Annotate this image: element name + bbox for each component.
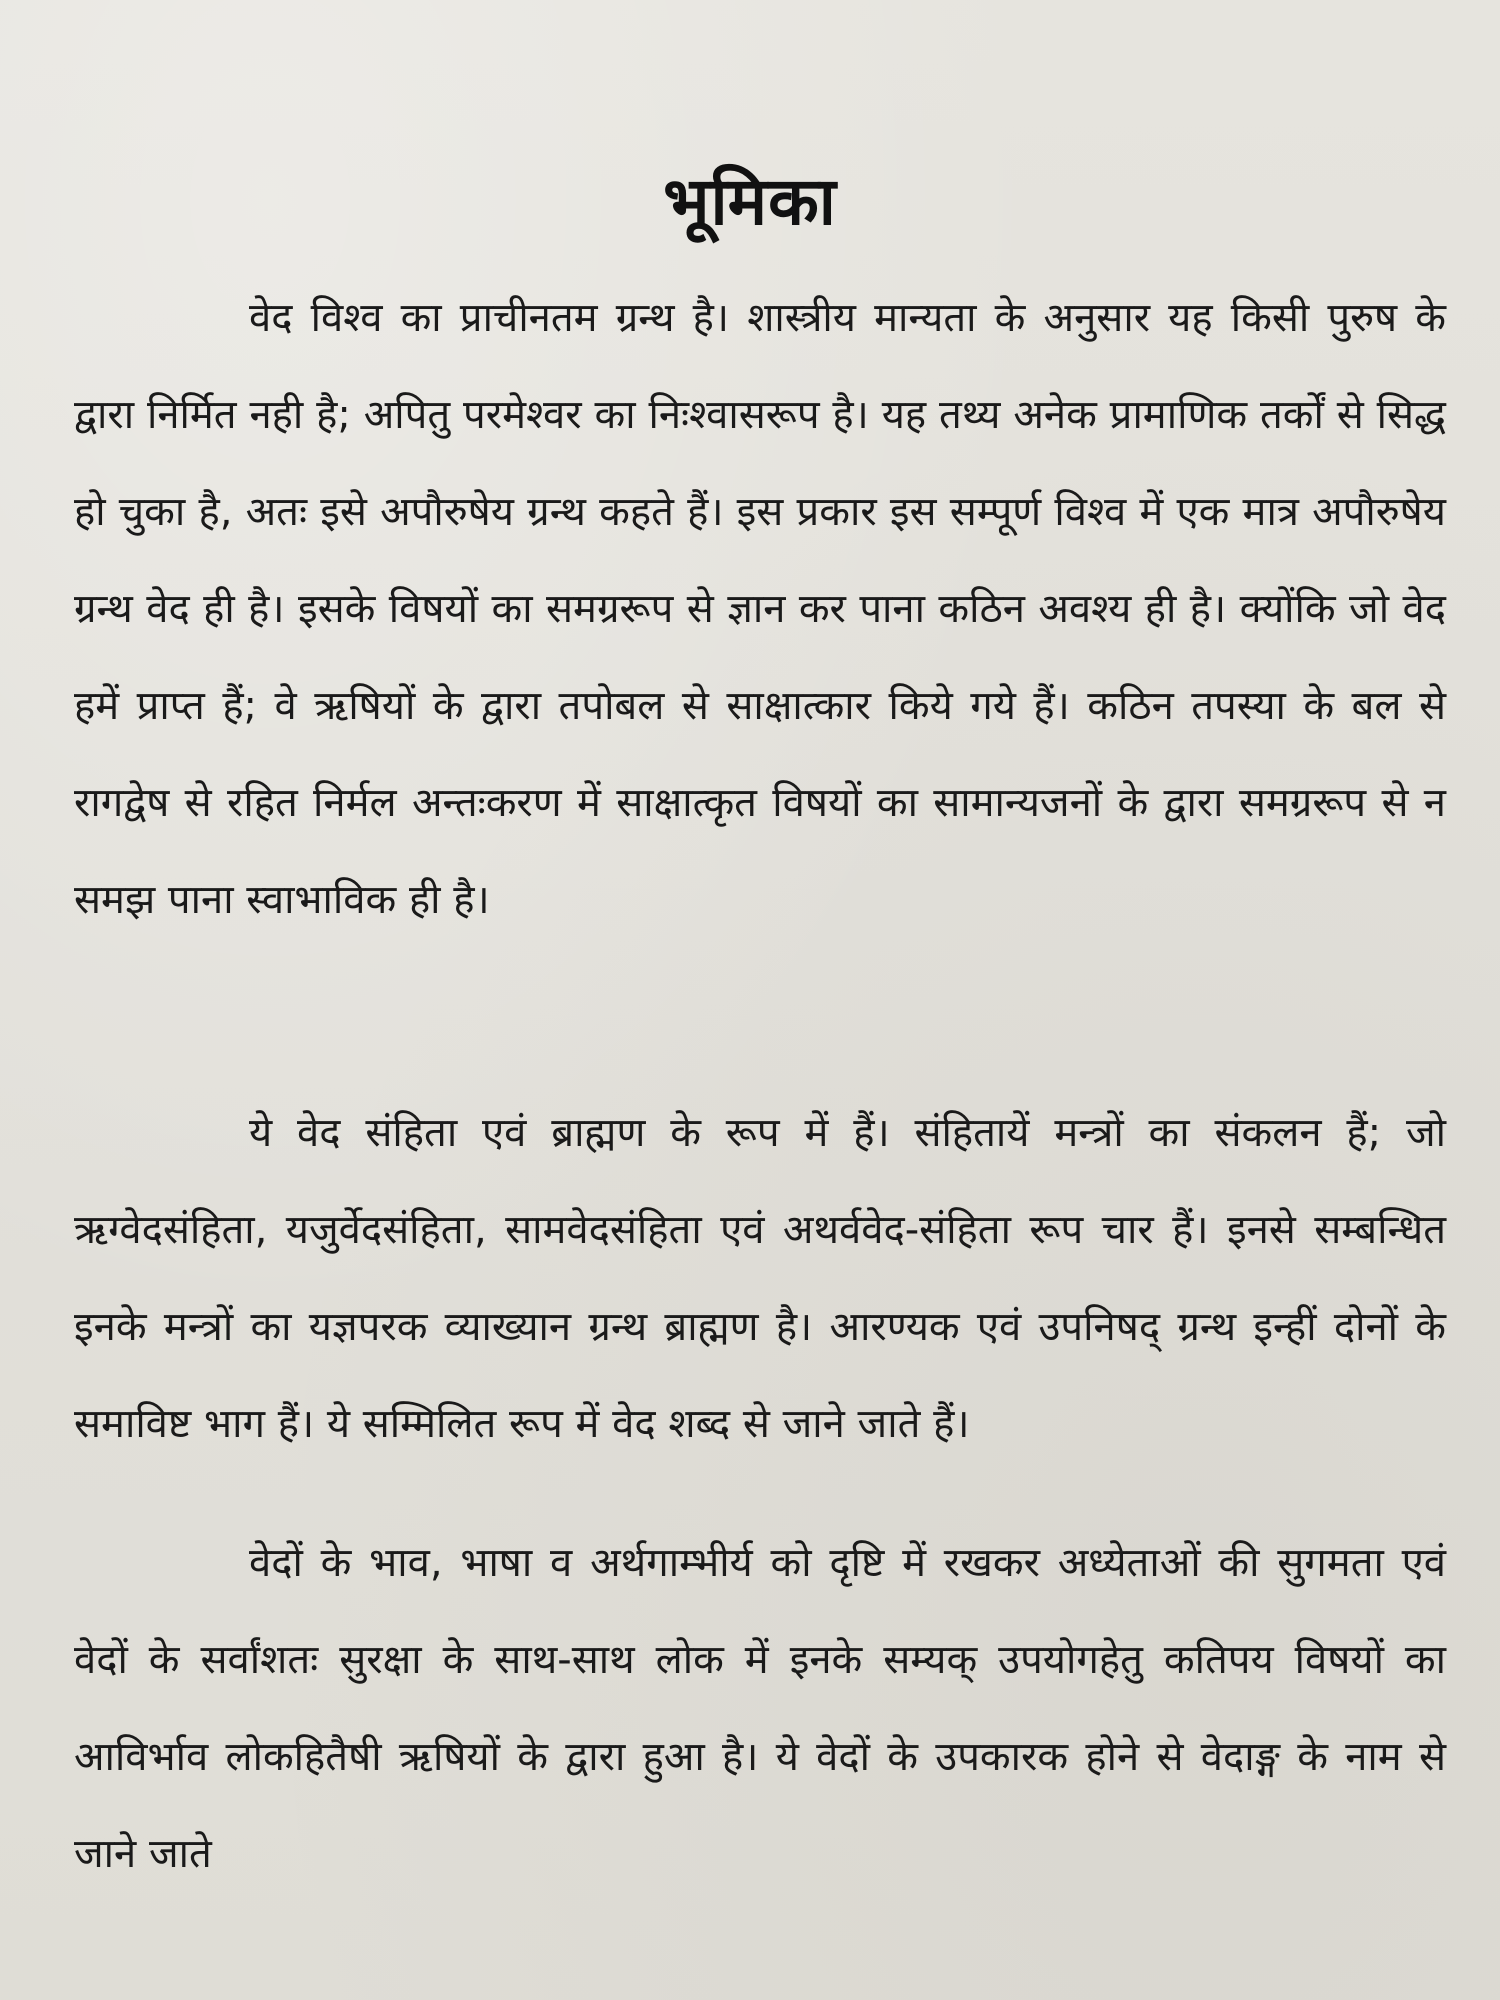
paragraph-1: वेद विश्व का प्राचीनतम ग्रन्थ है। शास्त्रीय मान्यता के अनुसार यह किसी पुरुष के द्वारा निर्मित नही है; अपितु परमेश्वर का निःश्वासरूप है। यह तथ्य अनेक प्रामाणिक तर्कों से सिद्ध हो चुका है, अतः इसे अपौरुषेय ग्रन्थ कहते हैं। इस प्रकार इस सम्पूर्ण विश्व में एक मात्र अपौरुषेय ग्रन्थ वेद ही है। इसके विषयों का समग्ररूप से ज्ञान कर पाना कठिन अवश्य ही है। क्योंकि जो वेद हमें प्राप्त हैं; वे ऋषियों के द्वारा तपोबल से साक्षात्कार किये गये हैं। कठिन तपस्या के बल से रागद्वेष से रहित निर्मल अन्तःकरण में साक्षात्कृत विषयों का सामान्यजनों के द्वारा समग्ररूप से न समझ पाना स्वाभाविक ही है। <box>74 295 1446 923</box>
paragraph-3: वेदों के भाव, भाषा व अर्थगाम्भीर्य को दृष्टि में रखकर अध्येताओं की सुगमता एवं वेदों के सर्वांशतः सुरक्षा के साथ-साथ लोक में इनके सम्यक् उपयोगहेतु कतिपय विषयों का आविर्भाव लोकहितैषी ऋषियों के द्वारा हुआ है। ये वेदों के उपकारक होने से वेदाङ्ग के नाम से जाने जाते <box>74 1540 1446 1877</box>
paragraph-2: ये वेद संहिता एवं ब्राह्मण के रूप में हैं। संहितायें मन्त्रों का संकलन हैं; जो ऋग्वेदसंहिता, यजुर्वेदसंहिता, सामवेदसंहिता एवं अथर्ववेद-संहिता रूप चार हैं। इनसे सम्बन्धित इनके मन्त्रों का यज्ञपरक व्याख्यान ग्रन्थ ब्राह्मण है। आरण्यक एवं उपनिषद् ग्रन्थ इन्हीं दोनों के समाविष्ट भाग हैं। ये सम्मिलित रूप में वेद शब्द से जाने जाते हैं। <box>74 1110 1446 1447</box>
page-title: भूमिका <box>663 163 837 241</box>
